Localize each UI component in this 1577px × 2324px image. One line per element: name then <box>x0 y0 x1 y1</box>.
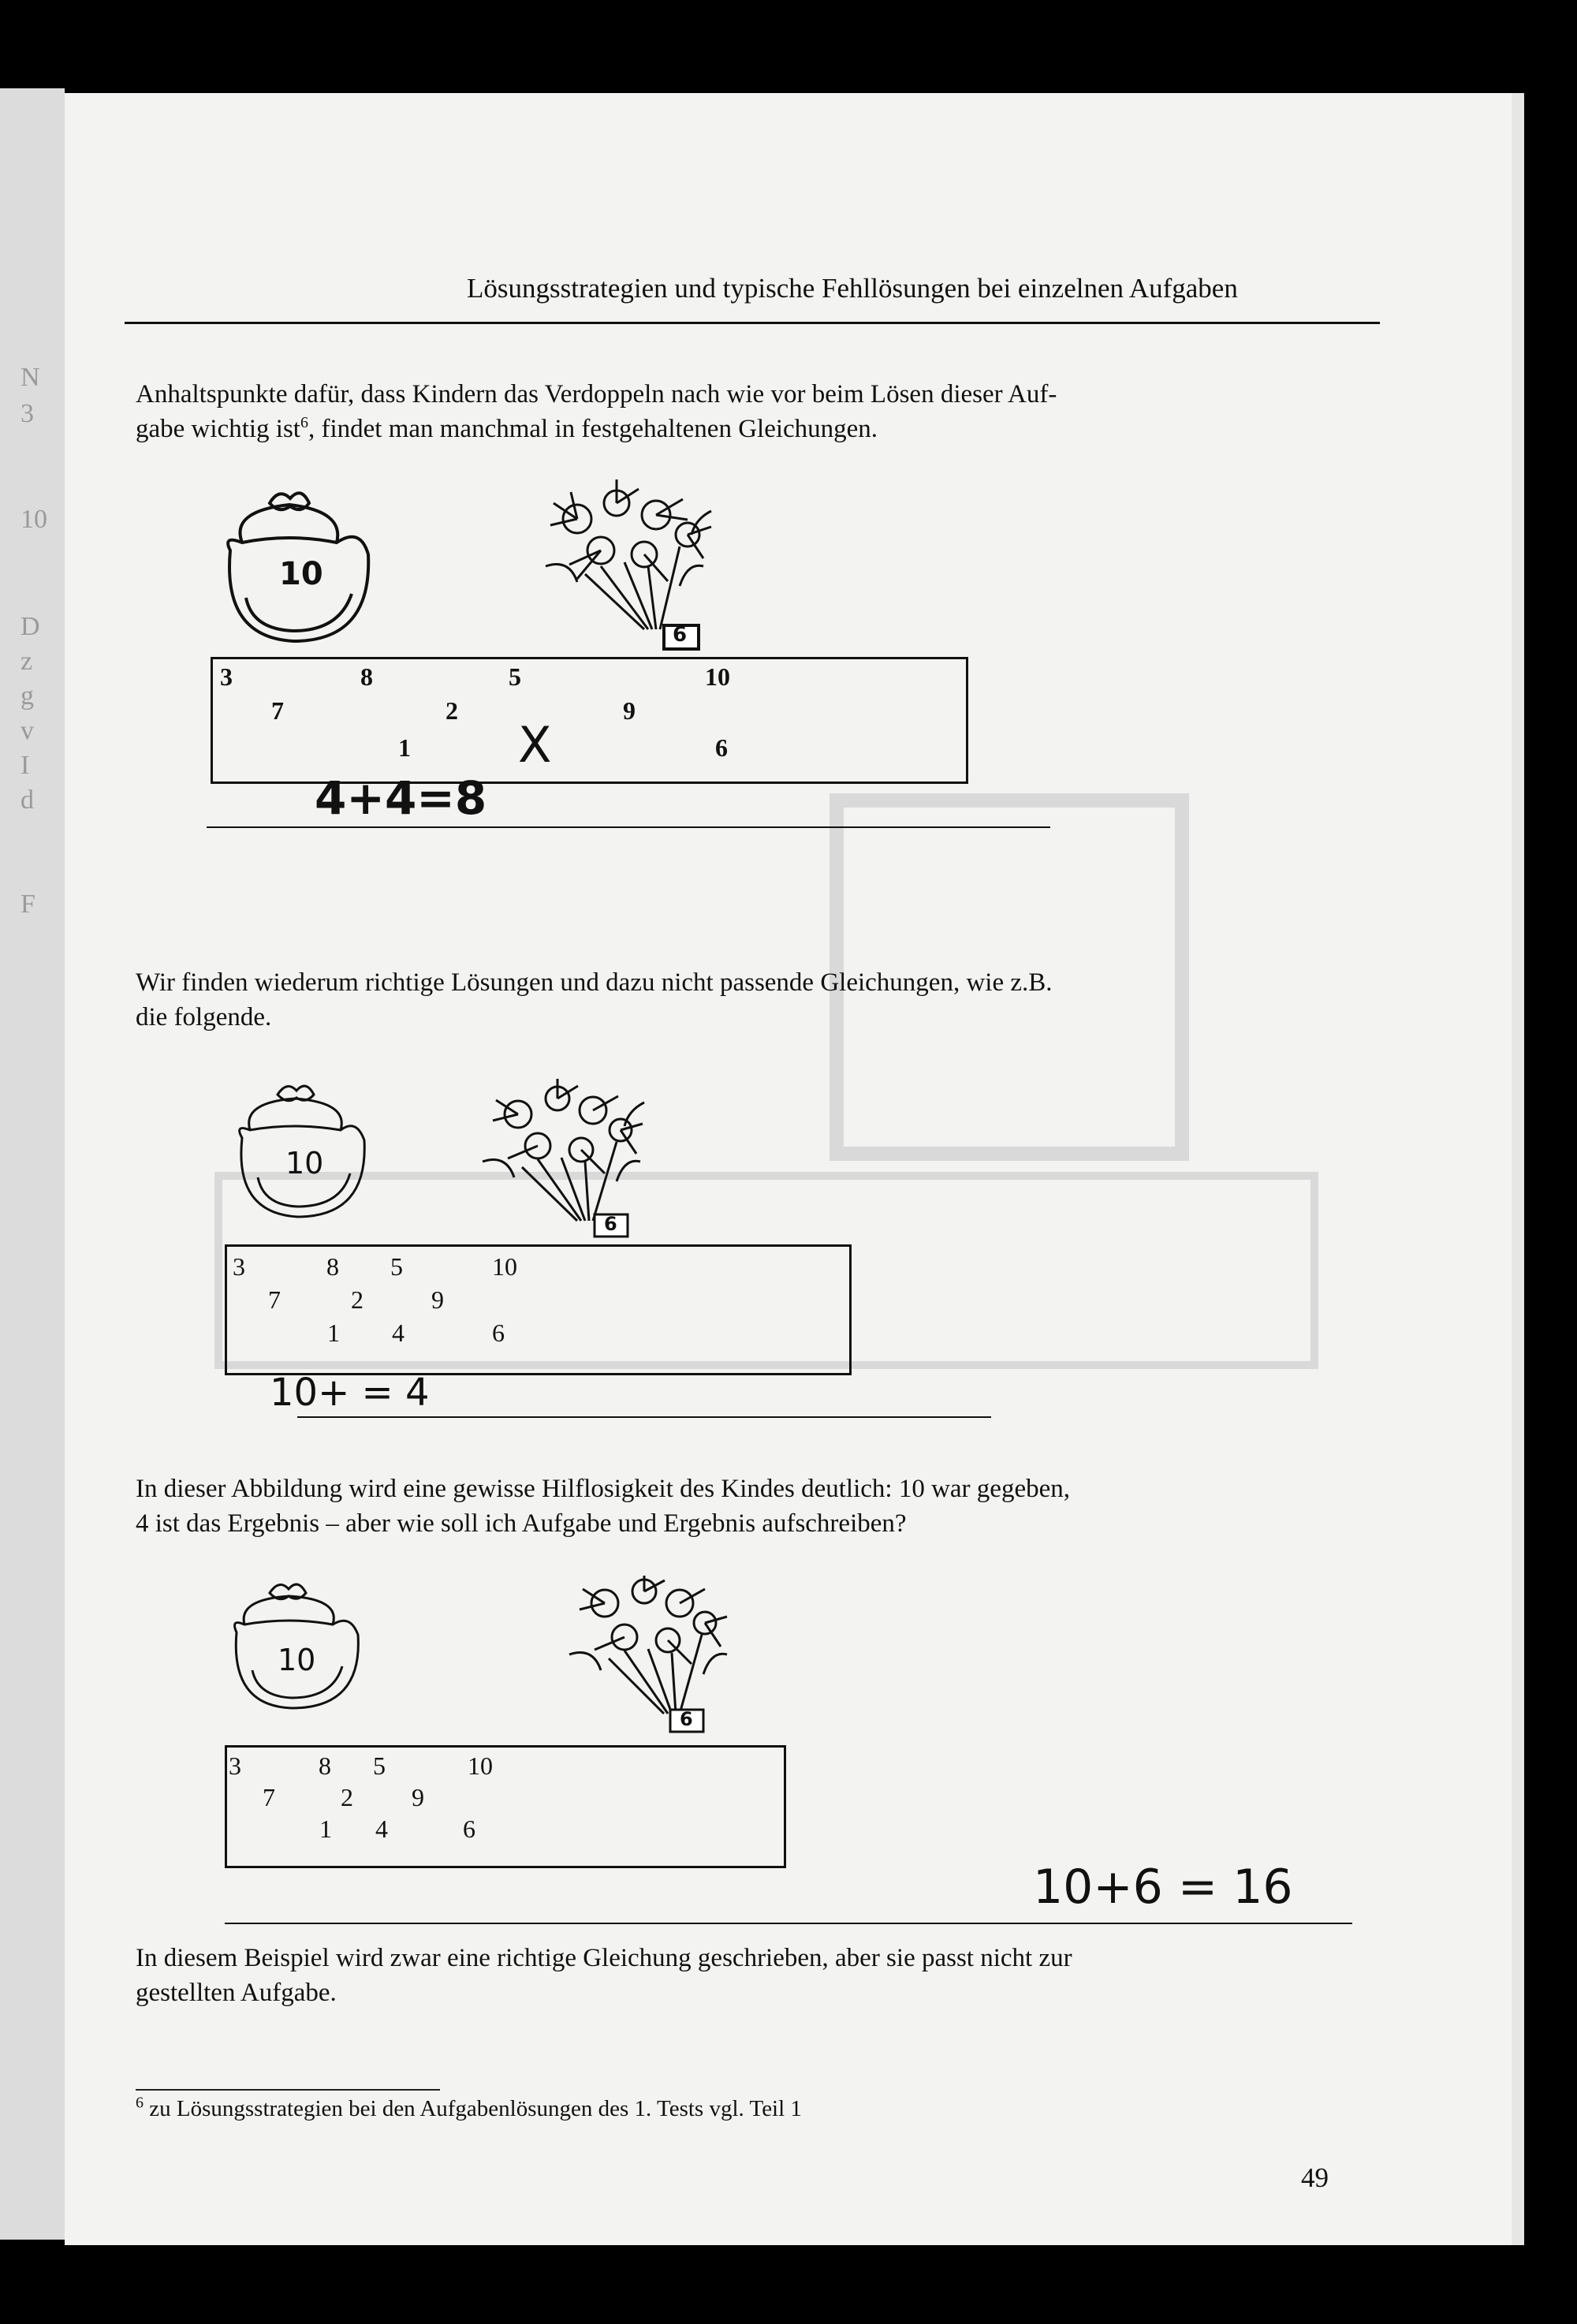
paragraph-line: Wir finden wiederum richtige Lösungen und dazu nicht passende Gleichungen, wie z.B. <box>136 968 1053 997</box>
panel-number: 7 <box>271 696 284 725</box>
left-page-char: g <box>21 681 34 711</box>
panel-number: 2 <box>351 1285 363 1314</box>
paragraph-line: Anhaltspunkte dafür, dass Kindern das Verdoppeln nach wie vor beim Lösen dieser Auf- <box>136 380 1057 408</box>
panel-number: 5 <box>509 662 521 691</box>
handwritten-equation: 4+4=8 <box>315 771 487 825</box>
left-page-char: D <box>21 612 40 641</box>
left-page-char: 10 <box>21 505 47 534</box>
number-panel <box>225 1745 786 1868</box>
panel-number: 9 <box>431 1285 444 1314</box>
left-page-char: F <box>21 890 35 919</box>
left-page-char: d <box>21 785 34 815</box>
panel-number: 9 <box>412 1783 424 1811</box>
flower-bouquet-icon <box>483 1079 644 1221</box>
panel-number: 4 <box>392 1319 405 1347</box>
left-page-edge <box>0 88 65 2240</box>
panel-number: 6 <box>492 1319 505 1347</box>
handwritten-equation: 10+6 = 16 <box>1033 1860 1293 1915</box>
left-page-char: z <box>21 647 33 676</box>
figure-underline <box>297 1416 991 1418</box>
student-work-figure-3 <box>222 1576 1421 1938</box>
left-page-char: v <box>21 716 34 745</box>
panel-number: 10 <box>492 1252 517 1281</box>
footnote-marker: 6 <box>136 2094 144 2112</box>
purse-value: 10 <box>285 1146 324 1181</box>
panel-number: 2 <box>341 1783 353 1811</box>
paragraph-line: In dieser Abbildung wird eine gewisse Hilflosigkeit des Kindes deutlich: 10 war gegeben, <box>136 1475 1070 1503</box>
handwritten-equation: 10+ = 4 <box>270 1371 430 1415</box>
running-header: Lösungsstrategien und typische Fehllösungen bei einzelnen Aufgaben <box>467 273 1238 304</box>
price-tag-value: 6 <box>673 623 688 647</box>
panel-number: 1 <box>327 1319 340 1347</box>
left-page-char: N <box>21 363 40 392</box>
footnote-text: zu Lösungsstrategien bei den Aufgabenlösungen des 1. Tests vgl. Teil 1 <box>149 2096 802 2121</box>
paragraph-line: 4 ist das Ergebnis – aber wie soll ich Aufgabe und Ergebnis aufschreiben? <box>136 1509 907 1538</box>
number-panel <box>211 657 968 784</box>
left-page-char: I <box>21 751 30 780</box>
purse-value: 10 <box>278 1643 316 1677</box>
panel-number: 1 <box>319 1815 332 1843</box>
handwritten-cross-mark: X <box>518 716 552 774</box>
panel-number: 5 <box>373 1751 386 1780</box>
panel-number: 3 <box>233 1252 245 1281</box>
panel-number: 5 <box>390 1252 403 1281</box>
left-page-char: 3 <box>21 399 34 428</box>
footnote <box>136 2096 802 2122</box>
purse-value: 10 <box>279 556 323 592</box>
panel-number: 8 <box>360 662 373 691</box>
panel-number: 7 <box>263 1783 275 1811</box>
panel-number: 8 <box>319 1751 331 1780</box>
panel-number: 9 <box>623 696 636 725</box>
paragraph-line: In diesem Beispiel wird zwar eine richtige Gleichung geschrieben, aber sie passt nicht zur <box>136 1944 1072 1972</box>
figure-underline <box>207 826 1050 828</box>
price-tag-value: 6 <box>604 1213 617 1235</box>
panel-number: 8 <box>326 1252 339 1281</box>
panel-number: 3 <box>229 1751 241 1780</box>
panel-number: 6 <box>715 733 728 762</box>
book-page <box>65 93 1512 2245</box>
header-rule <box>125 322 1380 324</box>
paragraph-line: die folgende. <box>136 1003 272 1031</box>
student-work-figure-1 <box>207 479 1090 937</box>
number-panel <box>225 1244 852 1375</box>
page-right-edge <box>1512 93 1524 2245</box>
figure-underline <box>225 1923 1352 1924</box>
panel-number: 6 <box>463 1815 475 1843</box>
paragraph-line: gestellten Aufgabe. <box>136 1979 337 2007</box>
footnote-rule <box>136 2089 440 2091</box>
page-number: 49 <box>1301 2162 1329 2193</box>
footnote-marker: 6 <box>300 414 308 431</box>
paragraph-line: gabe wichtig ist$^6$, findet man manchmal in festgehaltenen Gleichungen. <box>136 414 878 443</box>
student-work-figure-2 <box>222 1079 1105 1426</box>
flower-bouquet-icon <box>569 1576 727 1714</box>
panel-number: 10 <box>705 662 730 691</box>
panel-number: 10 <box>468 1751 493 1780</box>
panel-number: 4 <box>375 1815 388 1843</box>
panel-number: 1 <box>398 733 411 762</box>
flower-bouquet-icon <box>546 479 711 629</box>
panel-number: 2 <box>446 696 458 725</box>
price-tag-value: 6 <box>680 1708 693 1730</box>
panel-number: 3 <box>220 662 233 691</box>
panel-number: 7 <box>268 1285 281 1314</box>
